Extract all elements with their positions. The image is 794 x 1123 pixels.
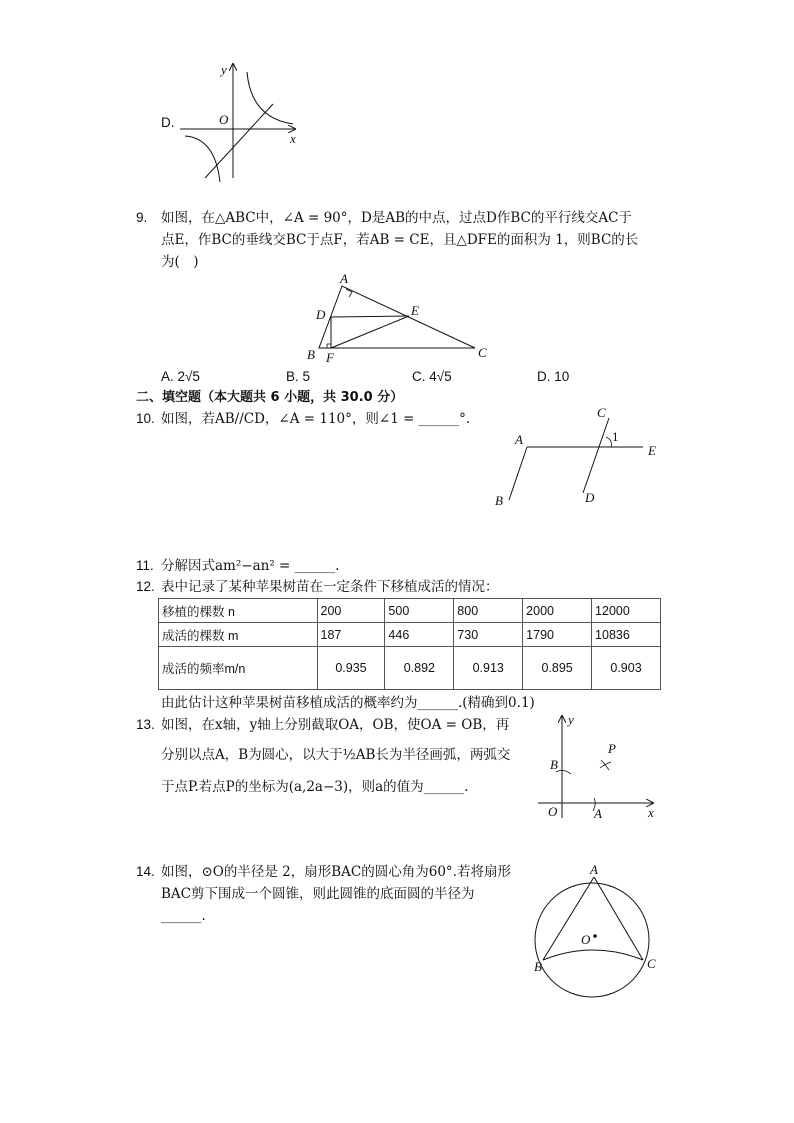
q14-label-b: B — [534, 959, 542, 974]
q13-label-b: B — [550, 757, 558, 772]
q14-circle-o — [535, 883, 649, 997]
q8-label-x: x — [290, 131, 296, 146]
q8-label-o: O — [219, 112, 229, 127]
q9-line-3: 为( ) — [161, 254, 199, 270]
q10-line-ab — [509, 447, 527, 500]
table-row-label: 成活的频率m/n — [159, 647, 318, 690]
q10-angle-1-arc — [606, 437, 611, 447]
q13-line-3: 于点P.若点P的坐标为(a,2a−3)，则a的值为______. — [161, 779, 469, 795]
q14-arc-bc — [543, 950, 643, 960]
q10-label-1: 1 — [612, 429, 619, 444]
table-cell: 10836 — [592, 623, 661, 647]
q10-label-b: B — [495, 493, 503, 508]
table-row — [159, 599, 661, 623]
table-cell: 800 — [454, 599, 523, 623]
q9-triangle-figure — [300, 268, 500, 368]
q9-label-d: D — [316, 307, 326, 322]
q9-label-f: F — [326, 350, 334, 365]
q10-label-e: E — [648, 443, 656, 458]
table-row — [159, 623, 661, 647]
q9-option-c[interactable]: C. 4√5 — [412, 369, 452, 384]
q10-number: 10. — [136, 411, 155, 426]
q14-line-2: BAC剪下围成一个圆锥，则此圆锥的底面圆的半径为 — [161, 886, 475, 902]
table-cell: 500 — [385, 599, 454, 623]
q13-arc-b — [556, 770, 571, 774]
q13-label-a: A — [594, 806, 602, 821]
q14-label-c: C — [647, 956, 656, 971]
q10-parallel-figure — [485, 400, 665, 515]
table-cell: 0.892 — [385, 647, 454, 690]
table-cell: 0.935 — [317, 647, 385, 690]
q14-label-o: O — [581, 932, 591, 947]
q14-center-dot — [593, 934, 597, 938]
q9-label-b: B — [307, 347, 315, 362]
q9-label-c: C — [478, 345, 487, 360]
q9-line-1: 如图，在△ABC中，∠A = 90°，D是AB的中点，过点D作BC的平行线交AC于 — [161, 210, 632, 226]
q9-option-a[interactable]: A. 2√5 — [161, 369, 200, 384]
q8-option-d-label: D. — [161, 115, 175, 130]
q8-graph-figure — [175, 58, 305, 184]
q9-option-d[interactable]: D. 10 — [537, 369, 570, 384]
q14-circle-figure — [528, 860, 663, 1020]
q10-label-a: A — [515, 432, 523, 447]
q14-line-3: ______. — [161, 908, 206, 924]
q13-number: 13. — [136, 717, 155, 732]
q12-data-table — [158, 598, 661, 690]
q10-label-d: D — [585, 490, 595, 505]
q8-line — [205, 104, 273, 178]
q8-hyperbola-lower — [185, 136, 220, 182]
q14-number: 14. — [136, 864, 155, 879]
table-cell: 187 — [317, 623, 385, 647]
q12-number: 12. — [136, 579, 155, 594]
q13-label-o: O — [548, 804, 558, 819]
q9-label-e: E — [411, 303, 419, 318]
q10-line-cd — [583, 418, 609, 493]
q12-after-text: 由此估计这种苹果树苗移植成活的概率约为______.(精确到0.1) — [161, 695, 535, 711]
table-cell: 200 — [317, 599, 385, 623]
section-2-title: 二、填空题（本大题共 6 小题，共 30.0 分） — [136, 390, 404, 405]
q9-number: 9. — [136, 210, 148, 225]
q14-label-a: A — [590, 862, 598, 877]
q11-text: 分解因式am²−an² = ______. — [161, 558, 340, 574]
q13-label-x: x — [648, 805, 654, 820]
table-cell: 1790 — [523, 623, 592, 647]
q13-line-1: 如图，在x轴，y轴上分别截取OA，OB，使OA = OB，再 — [161, 717, 510, 733]
table-row-label: 移植的棵数 n — [159, 599, 318, 623]
table-row — [159, 647, 661, 690]
table-cell: 0.895 — [523, 647, 592, 690]
q8-label-y: y — [221, 62, 227, 77]
q9-option-b[interactable]: B. 5 — [286, 369, 311, 384]
q9-segment-fe — [331, 316, 409, 348]
q9-label-a: A — [340, 271, 348, 286]
table-cell: 446 — [385, 623, 454, 647]
table-cell: 0.903 — [592, 647, 661, 690]
q10-text: 如图，若AB//CD，∠A = 110°，则∠1 = ______°. — [161, 411, 471, 427]
table-cell: 2000 — [523, 599, 592, 623]
q14-line-1: 如图，⊙O的半径是 2，扇形BAC的圆心角为60°.若将扇形 — [161, 864, 511, 880]
q8-hyperbola-upper — [247, 72, 293, 124]
q13-line-2: 分别以点A，B为圆心，以大于½AB长为半径画弧，两弧交 — [161, 747, 511, 763]
q10-label-c: C — [597, 405, 606, 420]
table-cell: 730 — [454, 623, 523, 647]
q13-coordinate-figure — [533, 710, 663, 822]
q13-label-p: P — [608, 741, 616, 756]
q9-line-2: 点E，作BC的垂线交BC于点F，若AB = CE，且△DFE的面积为 1，则BC的长 — [161, 232, 639, 248]
q12-text: 表中记录了某种苹果树苗在一定条件下移植成活的情况： — [161, 579, 499, 595]
q13-label-y: y — [568, 712, 574, 727]
table-cell: 12000 — [592, 599, 661, 623]
q14-segment-ab — [543, 877, 594, 960]
q11-number: 11. — [136, 558, 154, 573]
table-row-label: 成活的棵数 m — [159, 623, 318, 647]
q9-segment-de — [331, 316, 409, 317]
table-cell: 0.913 — [454, 647, 523, 690]
